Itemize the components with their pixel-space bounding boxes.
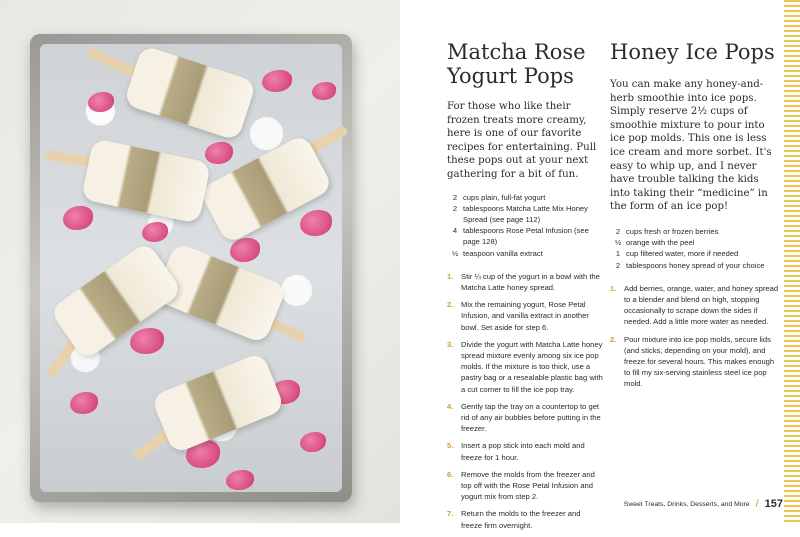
step-number: 3. bbox=[447, 339, 454, 349]
step-text: Divide the yogurt with Matcha Latte honey spread mixture evenly among six ice pop molds. If the mixture is too thick, use a pastry bag or a resealable plastic bag with a cut corner to fill the ice pop tray. bbox=[461, 339, 603, 394]
ingredient-item bbox=[447, 192, 603, 203]
recipe-title-line1: Matcha Rose bbox=[447, 40, 586, 64]
step-number: 2. bbox=[610, 334, 617, 344]
step-text: Insert a pop stick into each mold and freeze for 1 hour. bbox=[461, 441, 585, 462]
ingredient-item bbox=[447, 203, 603, 225]
ingredient-qty: 2 bbox=[615, 226, 621, 236]
ingredient-text: tablespoons Rose Petal Infusion (see page 128) bbox=[463, 226, 589, 247]
step-number: 1. bbox=[447, 271, 454, 281]
step-item bbox=[447, 271, 603, 293]
ingredient-item bbox=[610, 237, 780, 248]
ingredient-item bbox=[447, 225, 603, 247]
ingredient-text: tablespoons honey spread of your choice bbox=[626, 260, 765, 270]
ingredient-item bbox=[447, 248, 603, 259]
ingredient-qty: 2 bbox=[452, 203, 458, 213]
ingredient-text: cups plain, full-fat yogurt bbox=[463, 192, 546, 202]
ingredient-qty: ½ bbox=[451, 248, 459, 258]
step-item bbox=[610, 283, 780, 328]
ingredient-qty: 4 bbox=[452, 226, 458, 236]
ingredient-text: cups fresh or frozen berries bbox=[626, 226, 719, 236]
step-list bbox=[447, 271, 603, 531]
ingredient-item bbox=[610, 260, 780, 271]
recipe-honey-ice-pops bbox=[610, 40, 780, 396]
step-item bbox=[447, 339, 603, 395]
step-number: 6. bbox=[447, 469, 454, 479]
recipe-intro: For those who like their frozen treats more creamy, here is one of our favorite recipes for entertaining. Pull these pops out at your next gathering for a bit of fun. bbox=[447, 101, 597, 180]
page-number: 157 bbox=[764, 498, 783, 510]
ingredient-list bbox=[610, 226, 780, 271]
ingredient-item bbox=[610, 226, 780, 237]
step-text: Gently tap the tray on a countertop to get rid of any air bubbles before putting in the freezer. bbox=[461, 401, 601, 434]
page-footer bbox=[588, 498, 783, 510]
step-text: Add berries, orange, water, and honey spread to a blender and blend on high, stopping occasionally to scrape down the sides if needed. Add a little more water as needed. bbox=[624, 283, 779, 327]
footer-separator: / bbox=[755, 498, 759, 510]
step-number: 5. bbox=[447, 441, 454, 451]
step-number: 1. bbox=[610, 283, 617, 293]
step-text: Pour mixture into ice pop molds, secure lids (and sticks, depending on your mold), and freeze for several hours. This makes enough to fill my six-serving stainless steel ice pop mold. bbox=[624, 334, 775, 389]
step-text: Stir ¼ cup of the yogurt in a bowl with the Matcha Latte honey spread. bbox=[461, 271, 600, 292]
step-list bbox=[610, 283, 780, 390]
step-number: 7. bbox=[447, 509, 454, 519]
ingredient-item bbox=[610, 248, 780, 259]
ingredient-qty: ½ bbox=[614, 238, 622, 248]
step-item bbox=[447, 469, 603, 503]
step-item bbox=[447, 440, 603, 462]
step-item bbox=[447, 401, 603, 435]
recipe-title-line2: Yogurt Pops bbox=[447, 64, 574, 88]
step-number: 4. bbox=[447, 401, 454, 411]
ingredient-qty: 2 bbox=[452, 192, 458, 202]
recipe-matcha-rose bbox=[447, 40, 603, 537]
recipe-title bbox=[447, 40, 603, 88]
footer-section-title: Sweet Treats, Drinks, Desserts, and More bbox=[623, 500, 750, 508]
step-number: 2. bbox=[447, 300, 454, 310]
ingredient-text: cup filtered water, more if needed bbox=[626, 249, 739, 259]
ingredient-qty: 2 bbox=[615, 260, 621, 270]
recipe-intro: You can make any honey-and-herb smoothie into ice pops. Simply reserve 2½ cups of smoothie mixture to pour into ice pop molds. This one is less ice cream and more sorbet. It's easy to whip up, and I never have trouble talking the kids into taking their “medicine” in the form of an ice pop! bbox=[610, 79, 772, 213]
step-text: Mix the remaining yogurt, Rose Petal Infusion, and vanilla extract in another bowl. Set aside for step 6. bbox=[461, 300, 589, 332]
step-item bbox=[447, 508, 603, 530]
step-item bbox=[610, 334, 780, 390]
step-item bbox=[447, 299, 603, 333]
recipe-photo bbox=[0, 0, 400, 523]
ingredient-text: teaspoon vanilla extract bbox=[463, 248, 543, 258]
ingredient-list bbox=[447, 192, 603, 259]
recipe-title: Honey Ice Pops bbox=[610, 40, 775, 64]
decorative-stripes bbox=[784, 0, 800, 523]
step-text: Return the molds to the freezer and freeze firm overnight. bbox=[461, 509, 581, 530]
ingredient-qty: 1 bbox=[615, 249, 621, 259]
ingredient-text: tablespoons Matcha Latte Mix Honey Spread (see page 112) bbox=[463, 203, 588, 224]
step-text: Remove the molds from the freezer and top off with the Rose Petal Infusion and yogurt mix from step 2. bbox=[461, 469, 595, 502]
ingredient-text: orange with the peel bbox=[626, 238, 695, 248]
